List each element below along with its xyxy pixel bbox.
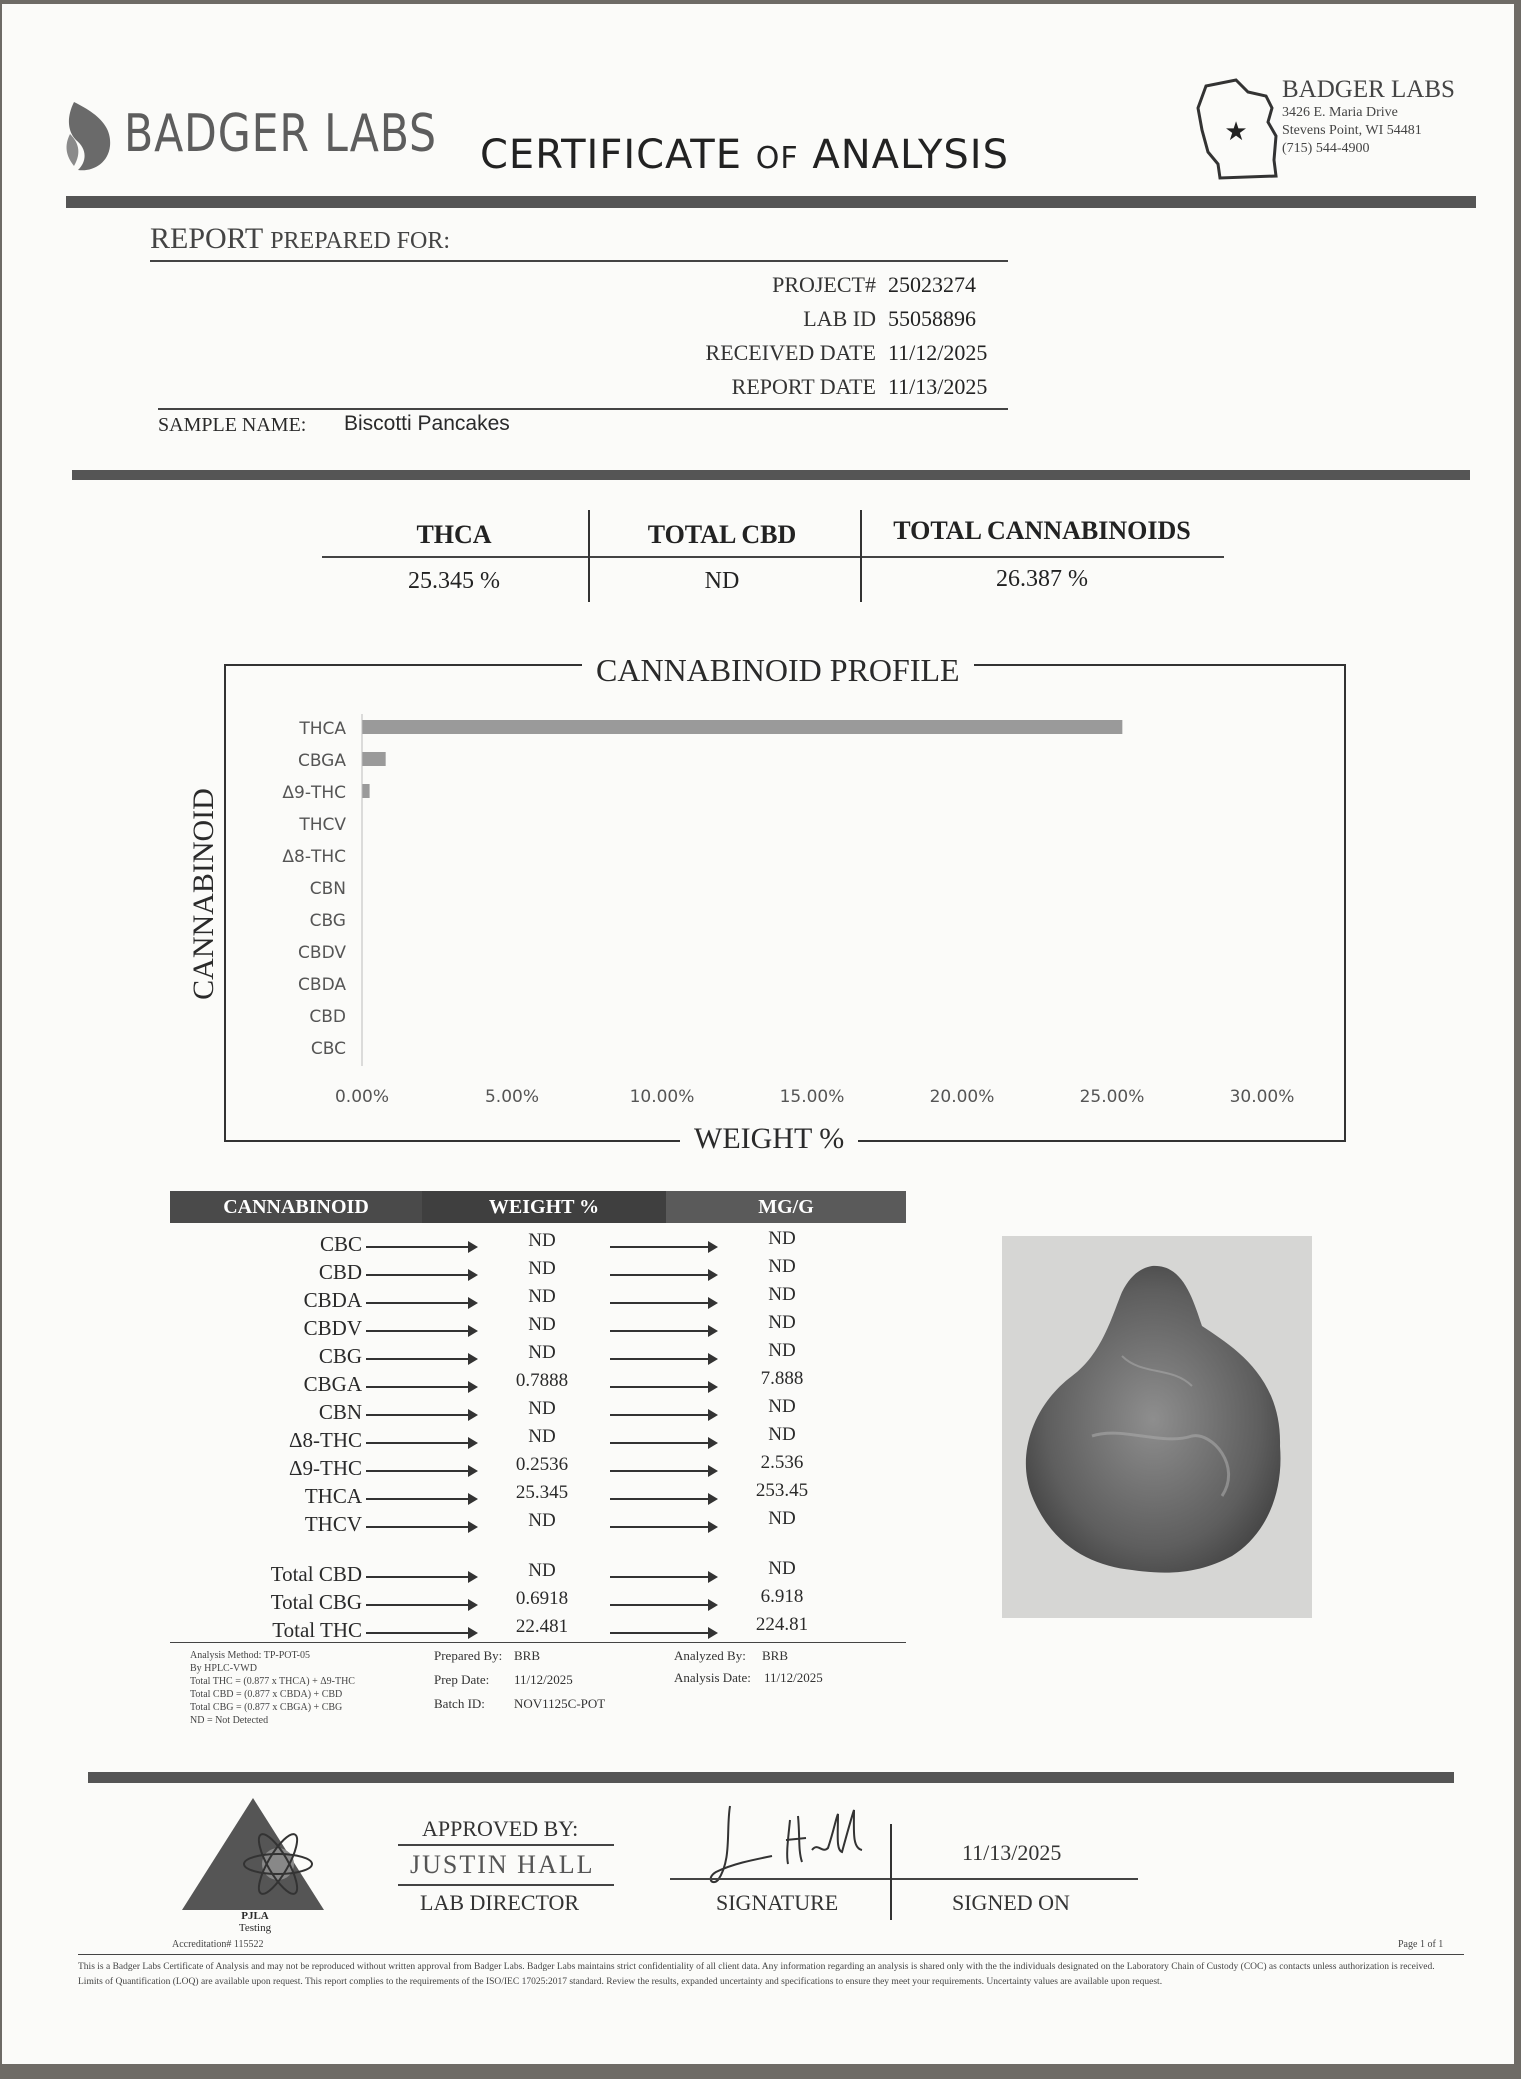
summary-total-cbd-label: TOTAL CBD — [647, 520, 797, 549]
report-date-label: REPORT DATE — [731, 374, 876, 399]
analyzed-by-value: BRB — [762, 1648, 789, 1663]
table-row-weight: ND — [528, 1426, 556, 1447]
row-arrow-icon — [366, 1246, 476, 1248]
row-arrow-icon — [366, 1632, 476, 1634]
table-row-name: THCA — [304, 1484, 362, 1508]
row-arrow-icon — [610, 1442, 716, 1444]
table-row-name: CBGA — [303, 1372, 362, 1396]
row-arrow-icon — [366, 1274, 476, 1276]
table-row-name: Total CBD — [270, 1562, 362, 1586]
row-arrow-icon — [366, 1526, 476, 1528]
prepared-for-label: PREPARED FOR: — [270, 228, 451, 254]
table-row-name: CBC — [319, 1232, 362, 1256]
table-row-mgg: 224.81 — [755, 1614, 809, 1635]
table-row-mgg: 7.888 — [760, 1368, 804, 1389]
summary-thca-value: 25.345 % — [408, 568, 500, 594]
table-row-weight: 0.6918 — [515, 1588, 569, 1609]
chart-title: CANNABINOID PROFILE — [582, 652, 974, 689]
chart-bar — [362, 752, 386, 766]
prep-date-value: 11/12/2025 — [514, 1672, 573, 1687]
row-arrow-icon — [366, 1358, 476, 1360]
table-row-mgg: 6.918 — [760, 1586, 804, 1607]
signed-on-label: SIGNED ON — [952, 1890, 1070, 1915]
table-row-weight: ND — [528, 1314, 556, 1335]
table-row-name: Δ8-THC — [289, 1428, 362, 1452]
row-arrow-icon — [366, 1604, 476, 1606]
table-header-cannabinoid: CANNABINOID — [170, 1191, 422, 1223]
chart-category-label: CBGA — [297, 751, 346, 771]
summary-rule — [322, 556, 1224, 558]
table-row-mgg: ND — [768, 1508, 796, 1529]
chart-category-label: Δ9-THC — [282, 783, 346, 803]
project-label: PROJECT# — [772, 272, 876, 297]
accreditation-number: Accreditation# 115522 — [172, 1939, 264, 1950]
sample-name-value: Biscotti Pancakes — [344, 412, 510, 435]
prepared-for-rule — [150, 260, 1008, 262]
chart-x-tick-label: 5.00% — [484, 1087, 540, 1107]
row-arrow-icon — [366, 1302, 476, 1304]
title-word-1: CERTIFICATE — [480, 132, 743, 178]
table-row-weight: ND — [528, 1286, 556, 1307]
chart-category-label: Δ8-THC — [282, 847, 346, 867]
row-arrow-icon — [610, 1302, 716, 1304]
prepared-for-word: REPORT — [150, 222, 263, 255]
section-rule — [72, 470, 1470, 480]
chart-category-label: THCA — [299, 719, 346, 739]
table-row-mgg: ND — [768, 1340, 796, 1361]
row-arrow-icon — [610, 1358, 716, 1360]
sample-rule — [158, 408, 1008, 410]
signed-on-date: 11/13/2025 — [962, 1840, 1062, 1865]
lab-name: BADGER LABS — [1282, 76, 1455, 103]
row-arrow-icon — [366, 1330, 476, 1332]
chart-category-label: CBN — [309, 879, 346, 899]
badger-labs-logo — [64, 94, 506, 174]
summary-thca-label: THCA — [416, 520, 492, 549]
pjla-name: PJLA — [241, 1910, 269, 1922]
cannabinoid-profile-chart — [262, 704, 1322, 1114]
table-row-mgg: ND — [768, 1424, 796, 1445]
svg-text:★: ★ — [1224, 117, 1248, 147]
page-number: Page 1 of 1 — [1398, 1939, 1444, 1950]
table-row-name: CBDA — [303, 1288, 362, 1312]
row-arrow-icon — [610, 1470, 716, 1472]
pjla-testing: Testing — [238, 1922, 272, 1934]
certificate-page — [2, 4, 1514, 2064]
method-line-1: Analysis Method: TP-POT-05 — [190, 1650, 311, 1661]
row-arrow-icon — [610, 1498, 716, 1500]
table-row-weight: ND — [528, 1398, 556, 1419]
row-arrow-icon — [366, 1442, 476, 1444]
row-arrow-icon — [610, 1274, 716, 1276]
table-row-name: CBD — [318, 1260, 362, 1284]
row-arrow-icon — [610, 1576, 716, 1578]
project-value: 25023274 — [888, 272, 976, 297]
footer-rule — [88, 1772, 1454, 1783]
chart-x-tick-label: 20.00% — [929, 1087, 995, 1107]
report-prepared-for — [150, 222, 450, 256]
chart-category-label: CBC — [310, 1039, 346, 1059]
table-row-weight: 0.2536 — [515, 1454, 569, 1475]
table-row-name: CBG — [318, 1344, 362, 1368]
sample-photo — [1002, 1236, 1312, 1618]
summary-total-cbd-value: ND — [704, 568, 740, 594]
method-notes — [190, 1649, 355, 1727]
chart-x-tick-label: 25.00% — [1079, 1087, 1145, 1107]
analysis-date-value: 11/12/2025 — [764, 1670, 823, 1685]
sample-name-label: SAMPLE NAME: — [158, 414, 307, 436]
prepared-by-label: Prepared By: — [434, 1648, 503, 1663]
table-row-weight: 22.481 — [515, 1616, 569, 1637]
chart-y-axis-label-wrap — [184, 744, 224, 1044]
summary-divider-1 — [588, 510, 590, 602]
pjla-label — [200, 1910, 310, 1934]
table-row-weight: 0.7888 — [515, 1370, 569, 1391]
title-word-of: OF — [755, 141, 799, 176]
table-row-weight: ND — [528, 1510, 556, 1531]
lab-address-line-2: Stevens Point, WI 54481 — [1282, 123, 1422, 138]
table-row-mgg: ND — [768, 1256, 796, 1277]
chart-x-tick-label: 10.00% — [629, 1087, 695, 1107]
table-row-mgg: ND — [768, 1284, 796, 1305]
chart-category-label: CBDA — [298, 975, 346, 995]
prepared-by-value: BRB — [514, 1648, 541, 1663]
table-row-name: CBN — [318, 1400, 362, 1424]
table-row-weight: ND — [528, 1342, 556, 1363]
lab-id-label: LAB ID — [803, 306, 876, 331]
table-row-mgg: ND — [768, 1396, 796, 1417]
table-row-name: Total CBG — [270, 1590, 362, 1614]
chart-x-tick-label: 15.00% — [779, 1087, 845, 1107]
signature-label: SIGNATURE — [716, 1890, 839, 1915]
row-arrow-icon — [366, 1498, 476, 1500]
table-row-name: Total THC — [272, 1618, 362, 1642]
table-header-mgg: MG/G — [666, 1191, 906, 1223]
chart-x-axis-label: WEIGHT % — [680, 1122, 858, 1156]
table-row-mgg: 253.45 — [755, 1480, 809, 1501]
approver-name: JUSTIN HALL — [410, 1850, 595, 1879]
disclaimer-rule — [78, 1954, 1464, 1955]
title-word-2: ANALYSIS — [812, 132, 1009, 178]
method-line-4: Total CBD = (0.877 x CBDA) + CBD — [190, 1689, 343, 1700]
lab-phone: (715) 544-4900 — [1282, 141, 1370, 156]
chart-category-label: THCV — [299, 815, 346, 835]
method-line-5: Total CBG = (0.877 x CBGA) + CBG — [190, 1702, 343, 1713]
prep-date-label: Prep Date: — [434, 1672, 490, 1687]
chart-category-label: CBG — [309, 911, 346, 931]
summary-total-cannabinoids-value: 26.387 % — [996, 566, 1088, 592]
wisconsin-map-icon — [1196, 74, 1284, 184]
table-row-name: CBDV — [303, 1316, 362, 1340]
batch-id-label: Batch ID: — [434, 1696, 485, 1711]
table-row-weight: 25.345 — [515, 1482, 569, 1503]
method-line-6: ND = Not Detected — [190, 1715, 269, 1726]
row-arrow-icon — [610, 1526, 716, 1528]
table-row-name: THCV — [304, 1512, 362, 1536]
lab-contact-block — [1282, 76, 1455, 158]
table-row-weight: ND — [528, 1560, 556, 1581]
table-bottom-rule — [170, 1642, 906, 1643]
table-row-name: Δ9-THC — [289, 1456, 362, 1480]
table-row-mgg: ND — [768, 1558, 796, 1579]
summary-total-cannabinoids-label: TOTAL CANNABINOIDS — [893, 516, 1191, 545]
logo-wordmark: BADGER LABS — [124, 104, 437, 164]
lab-id-value: 55058896 — [888, 306, 976, 331]
chart-y-axis-label: CANNABINOID — [187, 780, 221, 1008]
row-arrow-icon — [610, 1604, 716, 1606]
row-arrow-icon — [366, 1386, 476, 1388]
chart-x-tick-label: 30.00% — [1229, 1087, 1295, 1107]
table-header-weight: WEIGHT % — [422, 1191, 666, 1223]
analysis-date-label: Analysis Date: — [674, 1670, 751, 1685]
approved-rule — [398, 1844, 614, 1846]
row-arrow-icon — [610, 1330, 716, 1332]
analyzed-by-label: Analyzed By: — [674, 1648, 746, 1663]
table-row-mgg: ND — [768, 1228, 796, 1249]
table-row-mgg: ND — [768, 1312, 796, 1333]
report-date-value: 11/13/2025 — [888, 374, 988, 399]
row-arrow-icon — [366, 1414, 476, 1416]
lab-address-line-1: 3426 E. Maria Drive — [1282, 105, 1398, 120]
row-arrow-icon — [366, 1470, 476, 1472]
chart-category-label: CBDV — [298, 943, 346, 963]
pjla-accreditation-icon — [178, 1794, 328, 1914]
table-row-weight: ND — [528, 1230, 556, 1251]
received-date-value: 11/12/2025 — [888, 340, 988, 365]
summary-divider-2 — [860, 510, 862, 602]
certificate-title — [480, 132, 1009, 178]
chart-bar — [362, 720, 1122, 734]
approver-rule — [398, 1884, 614, 1886]
badger-flame-icon — [64, 94, 118, 174]
approver-title: LAB DIRECTOR — [420, 1890, 580, 1915]
handwritten-signature — [702, 1800, 882, 1890]
row-arrow-icon — [610, 1246, 716, 1248]
disclaimer-text: This is a Badger Labs Certificate of Analysis and may not be reproduced without written approval from Badger Labs. Badger Labs maintains strict confidentiality of all client data. Any information regarding an analysis is shared only with the the individuals designated on the Laboratory Chain of Custody (COC) as contacts unless authorization is received. Limits of Quantification (LOQ) are available upon request. This report complies to the requirements of the ISO/IEC 17025:2017 standard. Review the results, expanded uncertainty and specifications to ensure they meet your requirements. Uncertainty values are available upon request. — [78, 1962, 1435, 1987]
method-line-3: Total THC = (0.877 x THCA) + Δ9-THC — [190, 1676, 355, 1687]
row-arrow-icon — [366, 1576, 476, 1578]
table-row-mgg: 2.536 — [760, 1452, 804, 1473]
table-row-weight: ND — [528, 1258, 556, 1279]
row-arrow-icon — [610, 1386, 716, 1388]
chart-bar — [362, 784, 370, 798]
method-line-2: By HPLC-VWD — [190, 1663, 257, 1674]
approved-by-label: APPROVED BY: — [422, 1816, 579, 1841]
signature-rule — [670, 1878, 1138, 1880]
chart-x-tick-label: 0.00% — [334, 1087, 390, 1107]
received-date-label: RECEIVED DATE — [705, 340, 876, 365]
row-arrow-icon — [610, 1414, 716, 1416]
row-arrow-icon — [610, 1632, 716, 1634]
header-rule — [66, 196, 1476, 208]
sample-bud-image — [1002, 1236, 1312, 1618]
chart-category-label: CBD — [309, 1007, 346, 1027]
signature-divider — [890, 1824, 892, 1920]
batch-id-value: NOV1125C-POT — [514, 1696, 606, 1711]
